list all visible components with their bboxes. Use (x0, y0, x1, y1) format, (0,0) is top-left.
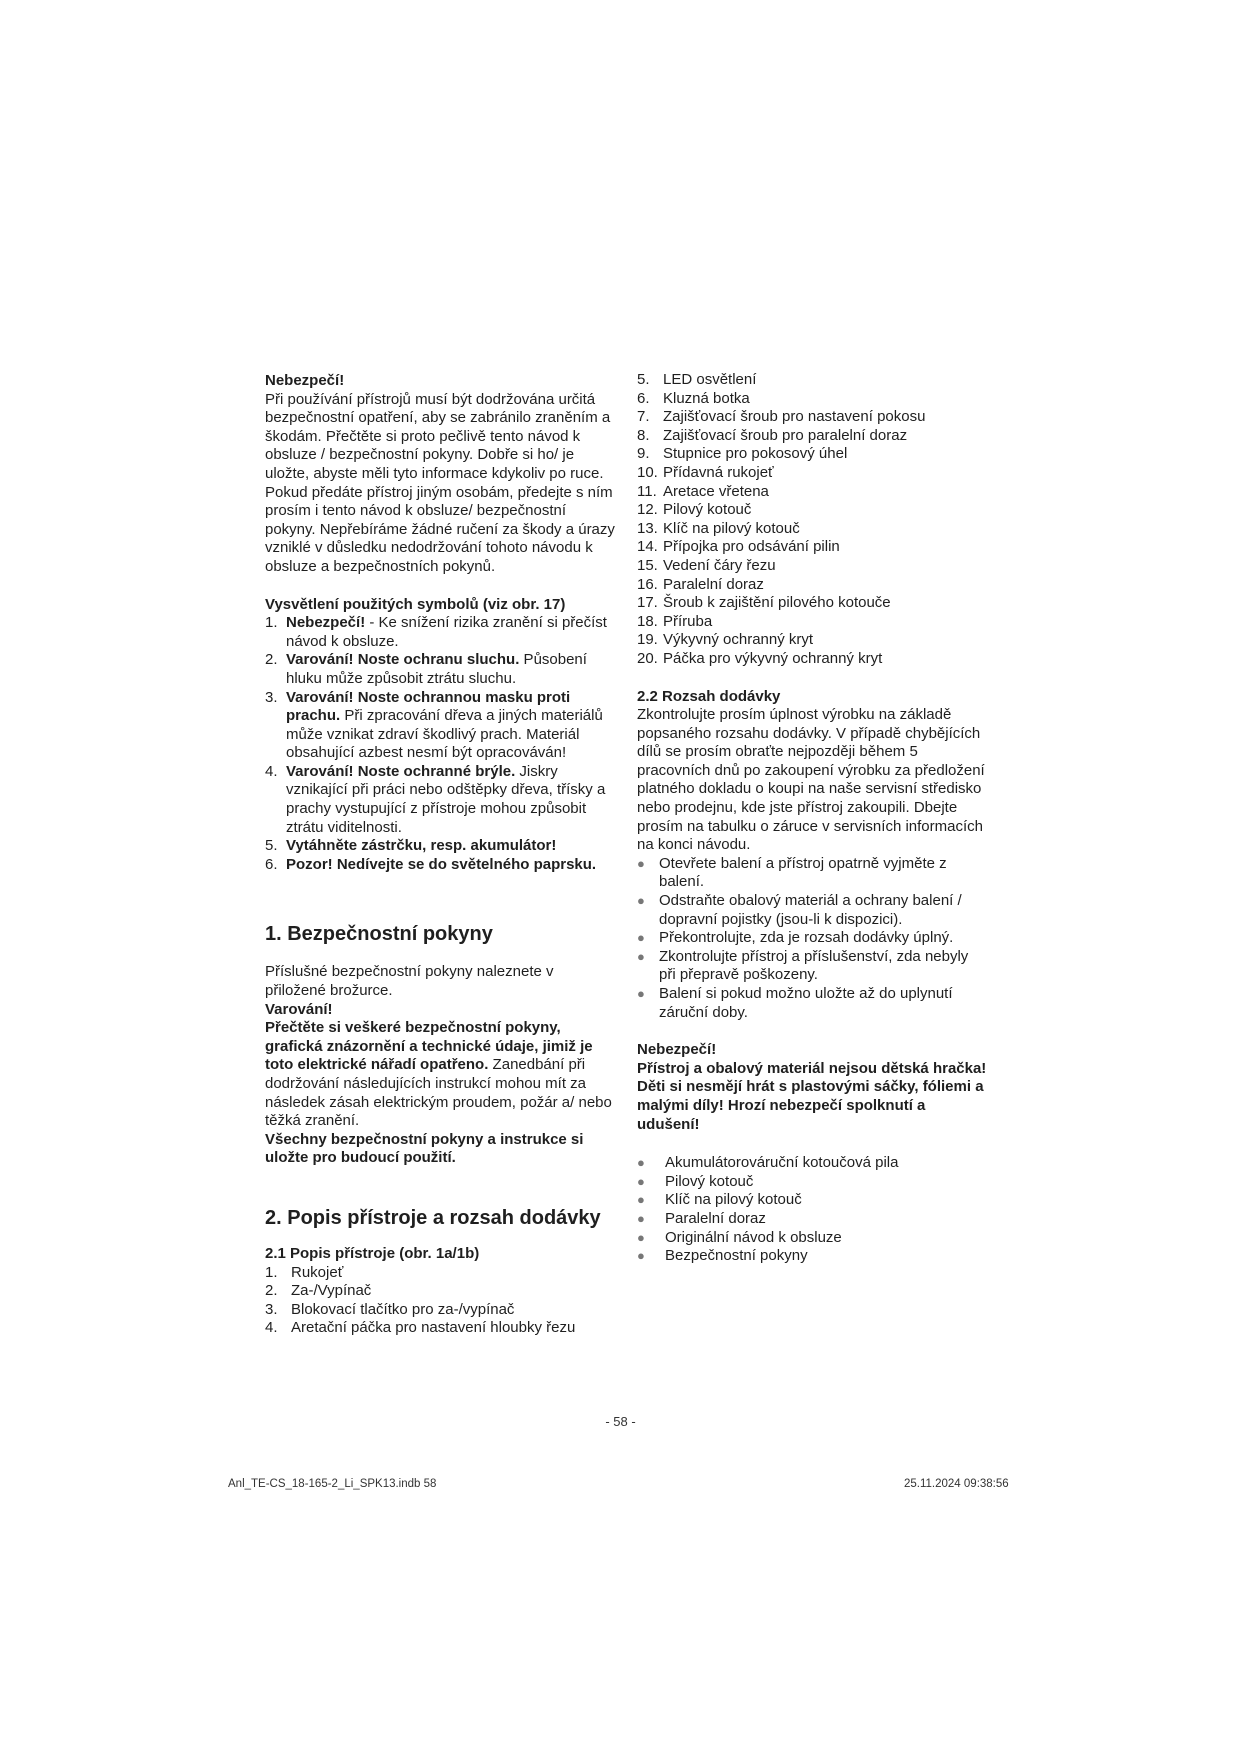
check-item (637, 985, 989, 1022)
list-item-text: Akumulátorováruční kotoučová pila (665, 1154, 899, 1172)
list-marker: 11. (637, 482, 657, 500)
list-marker: 8. (637, 426, 650, 444)
list-marker: ● (637, 893, 645, 909)
footer-file-name: Anl_TE-CS_18-165-2_Li_SPK13.indb 58 (228, 1478, 437, 1490)
list-item-text: Zkontrolujte přístroj a příslušenství, zda nebyly při přepravě poškozeny. (659, 947, 969, 984)
list-item-text: Pilový kotouč (665, 1172, 754, 1190)
delivery-list (637, 1154, 989, 1266)
list-item-text: Kluzná botka (663, 389, 750, 407)
list-marker: 6. (265, 855, 278, 873)
delivery-item (637, 1247, 989, 1266)
part-item (637, 538, 989, 557)
list-item-text: Odstraňte obalový materiál a ochrany balení / dopravní pojistky (jsou-li k dispozici). (659, 892, 962, 928)
list-marker: ● (637, 1173, 645, 1189)
right-column (637, 371, 989, 1266)
list-marker: 3. (265, 1300, 278, 1318)
parts-list-right (637, 371, 989, 669)
list-item-rest: Působení hluku může způsobit ztrátu sluchu. (286, 651, 587, 687)
list-item-text: Přídavná rukojeť (663, 463, 774, 481)
list-marker: ● (637, 855, 645, 871)
list-item-text (286, 837, 617, 856)
part-item (265, 1319, 617, 1338)
part-item (637, 371, 989, 390)
list-marker: ● (637, 930, 645, 946)
symbol-item (265, 689, 617, 763)
list-marker: 4. (265, 762, 278, 780)
list-item-text (286, 614, 617, 651)
warning-keep-text: Všechny bezpečnostní pokyny a instrukce si uložte pro budoucí použití. (265, 1130, 584, 1167)
symbol-item (265, 856, 617, 875)
left-column (265, 372, 617, 1338)
part-item (265, 1301, 617, 1320)
part-item (637, 631, 989, 650)
list-item-rest: - Ke snížení rizika zranění si přečíst návod k obsluze. (286, 614, 607, 650)
list-marker: 12. (637, 501, 658, 519)
list-item-text: Výkyvný ochranný kryt (663, 631, 814, 649)
warning-bold-text: Přečtěte si veškeré bezpečnostní pokyny, grafická znázornění a technické údaje, jimiž je toto elektrické nářadí opatřeno. (265, 1019, 593, 1074)
delivery-item (637, 1229, 989, 1248)
check-item (637, 948, 989, 985)
list-marker: 9. (637, 445, 650, 463)
warning-heading: Varování! (265, 1000, 333, 1018)
list-marker: ● (637, 948, 645, 964)
list-item-text: Blokovací tlačítko pro za-/vypínač (291, 1300, 515, 1318)
section-1-heading: 1. Bezpečnostní pokyny (265, 923, 493, 946)
part-item (637, 390, 989, 409)
list-item-text: Paralelní doraz (665, 1209, 766, 1227)
list-item-text: Přípojka pro odsávání pilin (663, 538, 840, 556)
list-marker: 15. (637, 556, 658, 574)
part-item (637, 557, 989, 576)
list-item-text: LED osvětlení (663, 371, 757, 388)
danger-2-heading: Nebezpečí! (637, 1041, 717, 1059)
check-item (637, 892, 989, 929)
danger-2-text: Přístroj a obalový materiál nejsou dětská hračka! Děti si nesmějí hrát s plastovými sáčky, fóliemi a malými díly! Hrozí nebezpečí spolknutí a udušení! (637, 1059, 987, 1133)
part-item (637, 483, 989, 502)
list-marker: 3. (265, 688, 278, 706)
page-number: - 58 - (605, 1414, 636, 1429)
list-marker: 5. (637, 371, 650, 388)
list-marker: 13. (637, 519, 658, 537)
symbols-list (265, 614, 617, 874)
list-item-text: Zajišťovací šroub pro paralelní doraz (663, 426, 908, 444)
list-item-text: Příruba (663, 612, 713, 630)
list-item-text (286, 689, 617, 763)
list-item-text: Překontrolujte, zda je rozsah dodávky úplný. (659, 929, 954, 947)
list-item-text: Pilový kotouč (663, 501, 752, 519)
subsection-2-2-heading: 2.2 Rozsah dodávky (637, 687, 781, 705)
check-item (637, 855, 989, 892)
list-marker: 1. (265, 614, 278, 632)
footer-timestamp: 25.11.2024 09:38:56 (904, 1478, 1009, 1490)
list-marker: 18. (637, 612, 658, 630)
list-marker: ● (637, 1248, 645, 1264)
delivery-item (637, 1173, 989, 1192)
list-item-bold: Vytáhněte zástrčku, resp. akumulátor! (286, 837, 557, 855)
part-item (637, 650, 989, 669)
check-item (637, 929, 989, 948)
delivery-scope-text: Zkontrolujte prosím úplnost výrobku na základě popsaného rozsahu dodávky. V případě chybějících dílů se prosím obraťte nejpozději během 5 pracovních dnů po zakoupení výrobku za předložení platného dokladu o koupi na naše servisní středisko nebo prodejnu, kde jste přístroj zakoupili. Dbejte prosím na tabulku o záruce v servisních informacích na konci návodu. (637, 706, 985, 854)
symbol-item (265, 763, 617, 837)
list-item-text: Klíč na pilový kotouč (663, 519, 800, 537)
part-item (265, 1264, 617, 1283)
symbol-item (265, 614, 617, 651)
list-marker: ● (637, 1155, 645, 1171)
list-item-text: Paralelní doraz (663, 575, 764, 593)
list-marker: 10. (637, 463, 658, 481)
list-marker: 7. (637, 408, 650, 426)
list-item-text: Bezpečnostní pokyny (665, 1247, 808, 1265)
symbols-heading: Vysvětlení použitých symbolů (viz obr. 17) (265, 595, 566, 613)
list-marker: 20. (637, 649, 658, 667)
list-item-text: Šroub k zajištění pilového kotouče (663, 594, 891, 612)
list-item-text: Vedení čáry řezu (663, 556, 776, 574)
list-marker: 4. (265, 1319, 278, 1337)
list-item-text (286, 651, 617, 688)
delivery-item (637, 1154, 989, 1173)
list-item-text: Stupnice pro pokosový úhel (663, 445, 848, 463)
list-marker: 19. (637, 631, 658, 649)
list-marker: ● (637, 1229, 645, 1245)
delivery-item (637, 1210, 989, 1229)
danger-heading: Nebezpečí! (265, 372, 345, 389)
part-item (637, 613, 989, 632)
list-item-text: Aretace vřetena (663, 482, 769, 500)
section-1-intro: Příslušné bezpečnostní pokyny naleznete v přiložené brožurce. (265, 963, 554, 1000)
list-marker: 2. (265, 651, 278, 669)
part-item (637, 594, 989, 613)
list-item-text: Páčka pro výkyvný ochranný kryt (663, 649, 883, 667)
list-marker: 16. (637, 575, 658, 593)
list-marker: ● (637, 1210, 645, 1226)
part-item (637, 576, 989, 595)
part-item (637, 464, 989, 483)
list-item-text: Rukojeť (291, 1263, 344, 1281)
list-item-text (286, 856, 617, 875)
list-item-text: Zajišťovací šroub pro nastavení pokosu (663, 408, 926, 426)
warning-paragraph (265, 1019, 617, 1131)
list-marker: ● (637, 986, 645, 1001)
list-marker: 14. (637, 538, 658, 556)
symbol-item (265, 837, 617, 856)
list-item-rest: Při zpracování dřeva a jiných materiálů může vznikat zdraví škodlivý prach. Materiál obsahující azbest nesmí být opracováván! (286, 707, 603, 762)
list-marker: 1. (265, 1263, 278, 1281)
part-item (637, 520, 989, 539)
list-item-bold: Varování! Noste ochrannou masku proti prachu. (286, 688, 571, 725)
list-marker: ● (637, 1192, 645, 1208)
check-list (637, 855, 989, 1022)
part-item (637, 501, 989, 520)
part-item (265, 1282, 617, 1301)
symbol-item (265, 651, 617, 688)
section-2-heading: 2. Popis přístroje a rozsah dodávky (265, 1206, 601, 1229)
list-item-text: Klíč na pilový kotouč (665, 1191, 802, 1209)
list-item-text: Otevřete balení a přístroj opatrně vyjměte z balení. (659, 854, 947, 891)
list-marker: 6. (637, 389, 650, 407)
parts-list-left (265, 1264, 617, 1338)
list-item-text (286, 763, 617, 837)
list-marker: 5. (265, 837, 278, 855)
part-item (637, 445, 989, 464)
warning-text: Zanedbání při dodržování následujících instrukcí mohou mít za následek zásah elektrickým proudem, požár a/ nebo těžká zranění. (265, 1056, 612, 1130)
list-item-text: Za-/Vypínač (291, 1282, 372, 1300)
list-item-text: Aretační páčka pro nastavení hloubky řezu (291, 1319, 576, 1337)
part-item (637, 408, 989, 427)
part-item (637, 427, 989, 446)
list-marker: 2. (265, 1282, 278, 1300)
list-item-text: Originální návod k obsluze (665, 1228, 842, 1246)
danger-text: Při používání přístrojů musí být dodržována určitá bezpečnostní opatření, aby se zabránilo zraněním a škodám. Přečtěte si proto pečlivě tento návod k obsluze / bezpečnostní pokyny. Dobře si ho/ je uložte, abyste měli tyto informace kdykoliv po ruce. Pokud předáte přístroj jiným osobám, předejte s ním prosím i tento návod k obsluze/ bezpečnostní pokyny. Nepřebíráme žádné ručení za škody a úrazy vzniklé v důsledku nedodržování tohoto návodu k obsluze a bezpečnostních pokynů. (265, 390, 615, 575)
list-item-bold: Varování! Noste ochranné brýle. (286, 762, 516, 780)
delivery-item (637, 1191, 989, 1210)
list-marker: 17. (637, 594, 658, 612)
list-item-bold: Varování! Noste ochranu sluchu. (286, 651, 520, 669)
list-item-text: Balení si pokud možno uložte až do uplynutí záruční doby. (659, 985, 953, 1021)
subsection-2-1-heading: 2.1 Popis přístroje (obr. 1a/1b) (265, 1244, 480, 1262)
list-item-bold: Pozor! Nedívejte se do světelného paprsku. (286, 855, 597, 873)
list-item-bold: Nebezpečí! (286, 614, 366, 632)
list-item-rest: Jiskry vznikající při práci nebo odštěpky dřeva, třísky a prachy vystupující z přístroje mohou způsobit ztrátu viditelnosti. (286, 762, 606, 836)
